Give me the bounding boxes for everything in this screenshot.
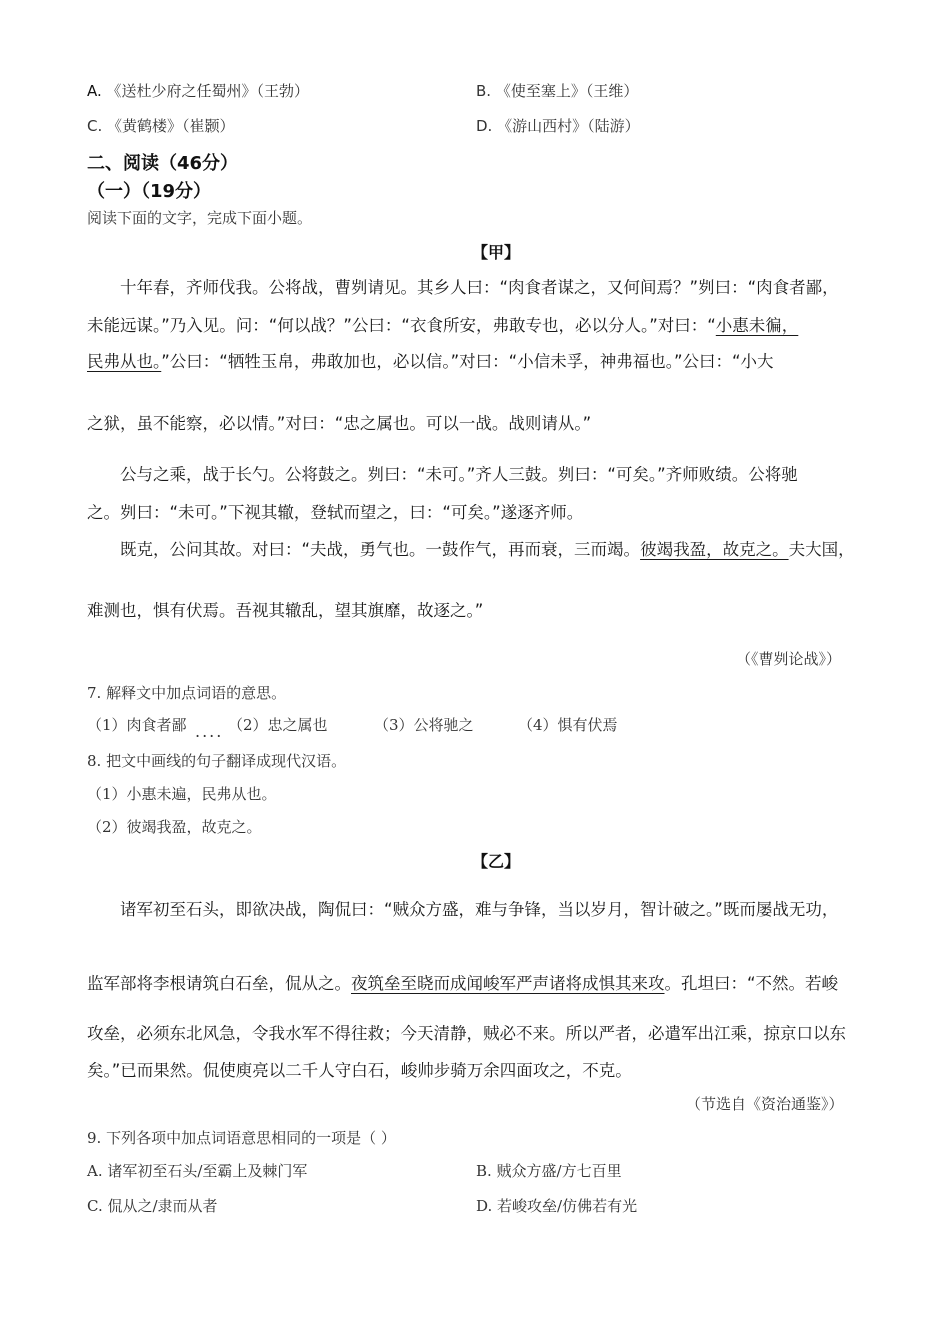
option-d bbox=[476, 115, 640, 136]
q8-item-2: （2）彼竭我盈，故克之。 bbox=[87, 818, 262, 836]
yi-line-2 bbox=[87, 970, 838, 994]
option-b-text: 《使至塞上》（王维） bbox=[495, 82, 639, 100]
jia-source: （《曹刿论战》） bbox=[736, 650, 842, 668]
option-a-text: 《送杜少府之任蜀州》（王勃） bbox=[106, 82, 310, 100]
jia-line-7 bbox=[120, 536, 855, 560]
option-a-letter: A. bbox=[87, 82, 102, 100]
yi-underlined-sentence: 夜筑垒至晓而成闻峻军严声诸将成惧其来攻 bbox=[351, 974, 665, 993]
jia-line-3-text: ”公曰：“牺牲玉帛，弗敢加也，必以信。”对曰：“小信未孚，神弗福也。”公曰：“小大 bbox=[161, 352, 774, 371]
passage-jia-label: 【甲】 bbox=[472, 243, 521, 262]
option-b bbox=[476, 80, 638, 101]
option-c-text: 《黄鹤楼》（崔颢） bbox=[107, 117, 235, 135]
jia-line-2-text: 未能远谋。”乃入见。问：“何以战？”公曰：“衣食所安，弗敢专也，必以分人。”对曰：“ bbox=[87, 316, 716, 335]
jia-line-8: 难测也，惧有伏焉。吾视其辙乱，望其旗靡，故逐之。” bbox=[87, 601, 484, 620]
emphasis-dots: .... bbox=[195, 722, 224, 741]
q9-stem: 9. 下列各项中加点词语意思相同的一项是（ ） bbox=[87, 1129, 396, 1147]
jia-line-7-tail: 夫大国， bbox=[788, 540, 855, 559]
jia-line-6: 之。刿曰：“未可。”下视其辙，登轼而望之，曰：“可矣。”遂逐齐师。 bbox=[87, 503, 584, 522]
yi-line-1: 诸军初至石头，即欲决战，陶侃曰：“贼众方盛，难与争锋，当以岁月，智计破之。”既而屡战无功， bbox=[120, 900, 839, 919]
q7-item-4: （4）惧有伏焉 bbox=[518, 716, 618, 734]
q7-item-1 bbox=[87, 714, 224, 741]
passage-yi-label: 【乙】 bbox=[472, 852, 521, 871]
jia-underlined-sentence-1b: 民弗从也。 bbox=[87, 352, 162, 371]
option-b-letter: B. bbox=[476, 82, 492, 100]
section-subtitle: （一）（19分） bbox=[87, 181, 212, 202]
option-d-letter: D. bbox=[476, 117, 493, 135]
option-c-letter: C. bbox=[87, 117, 103, 135]
jia-line-1: 十年春，齐师伐我。公将战，曹刿请见。其乡人曰：“肉食者谋之，又何间焉？”刿曰：“肉食者鄙， bbox=[120, 278, 839, 297]
jia-underlined-sentence-2: 彼竭我盈，故克之。 bbox=[640, 540, 789, 559]
q7-item-3: （3）公将驰之 bbox=[374, 716, 474, 734]
jia-line-2 bbox=[87, 312, 798, 336]
q9-option-a: A. 诸军初至石头/至霸上及棘门军 bbox=[87, 1162, 308, 1180]
option-a bbox=[87, 80, 309, 101]
yi-line-2-text: 监军部将李根请筑白石垒，侃从之。 bbox=[87, 974, 351, 993]
jia-underlined-sentence-1a: 小惠未徧， bbox=[715, 316, 799, 335]
jia-line-5: 公与之乘，战于长勺。公将鼓之。刿曰：“未可。”齐人三鼓。刿曰：“可矣。”齐师败绩。公将驰 bbox=[120, 465, 798, 484]
option-d-text: 《游山西村》（陆游） bbox=[497, 117, 640, 135]
section-instruction: 阅读下面的文字，完成下面小题。 bbox=[87, 209, 313, 227]
section-title: 二、阅读（46分） bbox=[87, 153, 239, 174]
q9-option-d: D. 若峻攻垒/仿佛若有光 bbox=[476, 1197, 638, 1215]
jia-line-4: 之狱，虽不能察，必以情。”对曰：“忠之属也。可以一战。战则请从。” bbox=[87, 414, 592, 433]
option-c bbox=[87, 115, 235, 136]
jia-line-3 bbox=[87, 348, 774, 372]
q7-item-2: （2）忠之属也 bbox=[228, 716, 328, 734]
q7-item-1-text: （1）肉食者鄙 bbox=[87, 716, 187, 734]
q8-item-1: （1）小惠未遍，民弗从也。 bbox=[87, 785, 277, 803]
jia-line-7-text: 既克，公问其故。对曰：“夫战，勇气也。一鼓作气，再而衰，三而竭。 bbox=[120, 540, 641, 559]
yi-source: （节选自《资治通鉴》） bbox=[686, 1095, 844, 1113]
yi-line-2-tail: 。孔坦曰：“不然。若峻 bbox=[664, 974, 839, 993]
q9-option-b: B. 贼众方盛/方七百里 bbox=[476, 1162, 622, 1180]
yi-line-4: 矣。”已而果然。侃使庾亮以二千人守白石，峻帅步骑万余四面攻之，不克。 bbox=[87, 1061, 632, 1080]
q7-stem: 7. 解释文中加点词语的意思。 bbox=[87, 684, 287, 702]
yi-line-3: 攻垒，必须东北风急，令我水军不得往救；今天清静，贼必不来。所以严者，必遣军出江乘，掠京口以东 bbox=[87, 1024, 846, 1043]
q8-stem: 8. 把文中画线的句子翻译成现代汉语。 bbox=[87, 752, 347, 770]
q9-option-c: C. 侃从之/隶而从者 bbox=[87, 1197, 218, 1215]
